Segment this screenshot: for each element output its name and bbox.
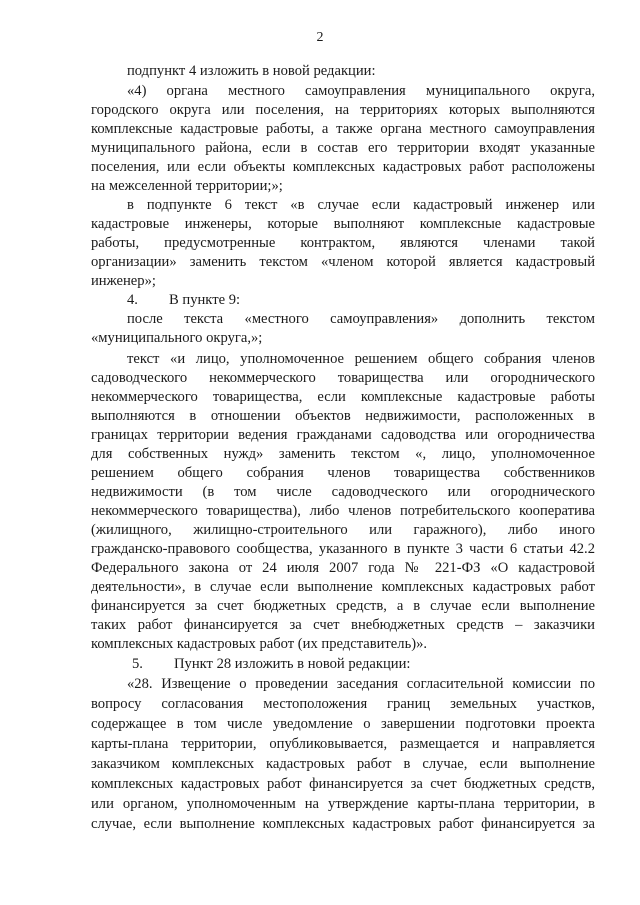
text-line: гражданско-правового сообщества, указанного в пункте 3 части 6 статьи 42.2 [91,541,595,557]
text-line: на межселенной территории;»; [91,178,283,194]
text-line: комплексные кадастровые работы, а также органа местного самоуправления [91,121,595,137]
text-line: таких работ финансируется за счет внебюджетных средств – заказчики [91,617,595,633]
text-line: деятельности», в случае если выполнение комплексных кадастровых работ [91,579,595,595]
item-title: Пункт 28 изложить в новой редакции: [174,656,411,672]
text-line: случае, если выполнение комплексных кадастровых работ финансируется за [91,816,595,832]
text-line: выполняются в отношении объектов недвижимости, расположенных в [91,408,595,424]
item-number: 5. [132,656,143,672]
text-line: «28. Извещение о проведении заседания согласительной комиссии по [127,676,595,692]
text-line: после текста «местного самоуправления» дополнить текстом [127,311,595,327]
text-line: финансируется за счет бюджетных средств, а в случае если выполнение [91,598,595,614]
text-line: некоммерческого товарищества), либо членов потребительского кооператива [91,503,595,519]
text-line: садоводческого некоммерческого товарищества или огороднического [91,370,595,386]
text-line: недвижимости (в том числе садоводческого или огороднического [91,484,595,500]
text-line: муниципального района, если в состав его территории входят указанные [91,140,595,156]
text-line: некоммерческого товарищества, если комплексные кадастровые работы [91,389,595,405]
text-line: Федерального закона от 24 июля 2007 года № 221-ФЗ «О кадастровой [91,560,595,576]
page-number: 2 [316,30,324,45]
text-line: поселения, или если объекты комплексных кадастровых работ расположены [91,159,595,175]
text-line: кадастровые инженеры, которые выполняют комплексные кадастровые [91,216,595,232]
text-line: для собственных нужд» заменить текстом «, лицо, уполномоченное [91,446,595,462]
text-line: комплексных кадастровых работ финансируется за счет бюджетных средств, [91,776,595,792]
text-line: «4) органа местного самоуправления муниципального округа, [127,83,595,99]
text-line: заказчиком комплексных кадастровых работ в случае, если выполнение [91,756,595,772]
text-line: или органом, уполномоченным на утверждение карты-плана территории, в [91,796,595,812]
text-line: вопросу согласования местоположения границ земельных участков, [91,696,595,712]
text-line: карты-плана территории, опубликовывается, размещается и направляется [91,736,595,752]
text-line: городского округа или поселения, на территориях которых выполняются [91,102,595,118]
text-line: «муниципального округа,»; [91,330,263,346]
item-number: 4. [127,292,138,308]
text-line: работы, предусмотренные контрактом, являются членами такой [91,235,595,251]
text-line: подпункт 4 изложить в новой редакции: [127,63,376,79]
text-line: (жилищного, жилищно-строительного или гаражного), либо иного [91,522,595,538]
text-line: в подпункте 6 текст «в случае если кадастровый инженер или [127,197,595,213]
text-line: границах территории ведения гражданами садоводства или огородничества [91,427,595,443]
text-line: организации» заменить текстом «членом которой является кадастровый [91,254,595,270]
item-title: В пункте 9: [169,292,241,308]
text-line: комплексных кадастровых работ (их представитель)». [91,636,428,652]
text-line: содержащее в том числе уведомление о завершении подготовки проекта [91,716,595,732]
text-line: инженер»; [91,273,156,289]
text-line: текст «и лицо, уполномоченное решением общего собрания членов [127,351,595,367]
text-line: решением общего собрания членов товарищества собственников [91,465,595,481]
